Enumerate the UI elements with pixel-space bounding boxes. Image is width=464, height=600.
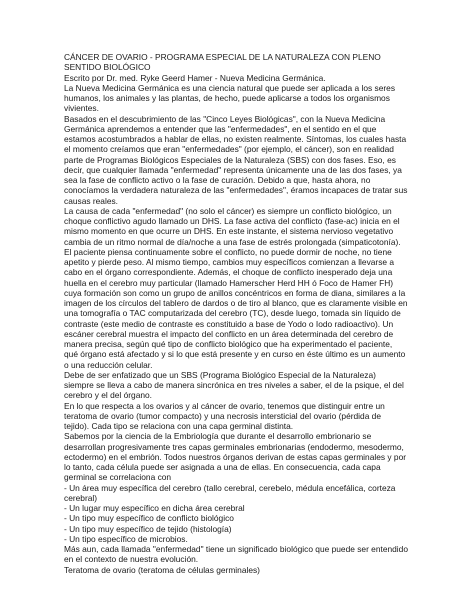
paragraph: En lo que respecta a los ovarios y al cáncer de ovario, tenemos que distinguir entre un teratoma de ovario (tumor compacto) y una necrosis intersticial del ovario (pérdida de tejido). Cada tipo se relaciona con una capa germinal distinta. <box>64 400 385 431</box>
paragraph: Más aun, cada llamada "enfermedad" tiene un significado biológico que puede ser entendido en el contexto de nuestra evolución. <box>64 544 408 565</box>
paragraph: La causa de cada "enfermedad" (no solo el cáncer) es siempre un conflicto biológico, un choque conflictivo agudo llamado un DHS. La fase activa del conflicto (fase-ac) inicia en el mismo momento en que ocurre un DHS. En este instante, el sistema nervioso vegetativo cambia de un ritmo normal de día/noche a una fase de estrés prolongada (simpaticotonía). El paciente piensa continuamente sobre el conflicto, no puede dormir de noche, no tiene apetito y pierde peso. Al mismo tiempo, cambios muy específicos comienzan a llevarse a cabo en el órgano correspondiente. Además, el choque de conflicto inesperado deja una huella en el cerebro muy particular (llamado Hamerscher Herd HH ó Foco de Hamer FH) cuya formación son como un grupo de anillos concéntricos en forma de diana, similares a la imagen de los círculos del tablero de dardos o de tiro al blanco, que es claramente visible en una tomografía o TAC computarizada del cerebro (TC), desde luego, tomada sin líquido de contraste (este medio de contraste es constituido a base de Yodo o Iodo radioactivo). Un escáner cerebral muestra el impacto del conflicto en un área determinada del cerebro de manera precisa, según qué tipo de conflicto biológico que ha experimentado el paciente, qué órgano está afectado y si lo que está presente y en curso en éste último es un aumento o una reducción celular. <box>64 205 408 370</box>
paragraph: Sabemos por la ciencia de la Embriología que durante el desarrollo embrionario se desarrollan progresivamente tres capas germinales embrionarias (endodermo, mesodermo, ectodermo) en el embrión. Todos nuestros órganos derivan de estas capas germinales y por lo tanto, cada célula puede ser asignada a una de ellas. En consecuencia, cada capa germinal se correlaciona con <box>64 431 407 483</box>
list-item: - Un lugar muy específico en dicha área cerebral <box>64 503 245 513</box>
paragraph: La Nueva Medicina Germánica es una ciencia natural que puede ser aplicada a los seres humanos, los animales y las plantas, de hecho, puede aplicarse a todos los organismos vivientes. <box>64 82 396 114</box>
list-item: - Un tipo específico de microbios. <box>64 533 188 544</box>
paragraph: Debe de ser enfatizado que un SBS (Programa Biológico Especial de la Naturaleza) siempre se lleva a cabo de manera sincrónica en tres niveles a saber, el de la psique, el del cerebro y el del órgano. <box>64 369 404 401</box>
section-heading: Teratoma de ovario (teratoma de células germinales) <box>64 564 260 575</box>
document-title: CÁNCER DE OVARIO - PROGRAMA ESPECIAL DE LA NATURALEZA CON PLENO SENTIDO BIOLÓGICO <box>64 52 381 73</box>
paragraph: Basados en el descubrimiento de las "Cinco Leyes Biológicas", con la Nueva Medicina Germánica aprendemos a entender que las "enfermedades", en el sentido en el que estamos acostumbrados a hablar de ellas, no existen realmente. Síntomas, los cuales hasta el momento creíamos que eran "enfermedades" (por ejemplo, el cáncer), son en realidad parte de Programas Biológicos Especiales de la Naturaleza (SBS) con dos fases. Eso, es decir, que cualquier llamada "enfermedad" representa únicamente una de las dos fases, ya sea la fase de conflicto activo o la fase de curación. Debido a que, hasta ahora, no conocíamos la verdadera naturaleza de las "enfermedades", éramos incapaces de tratar sus causas reales. <box>64 113 408 206</box>
document-author: Escrito por Dr. med. Ryke Geerd Hamer - Nueva Medicina Germánica. <box>64 72 326 83</box>
document-page <box>64 52 408 575</box>
list-item: - Un tipo muy específico de tejido (histología) <box>64 523 232 534</box>
list-item: - Un área muy específica del cerebro (tallo cerebral, cerebelo, médula encefálica, corteza cerebral) <box>64 482 396 503</box>
list-item: - Un tipo muy específico de conflicto biológico <box>64 513 234 524</box>
